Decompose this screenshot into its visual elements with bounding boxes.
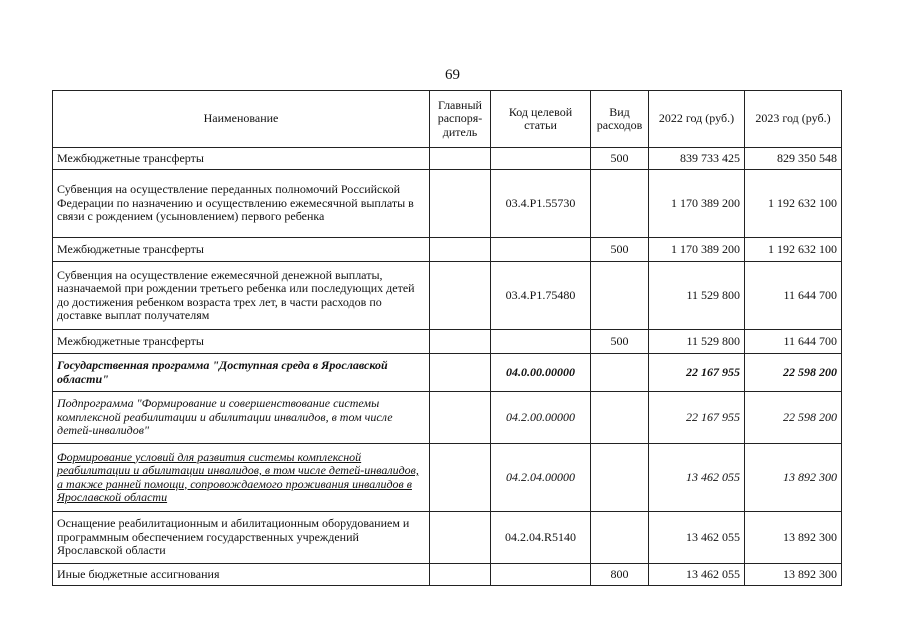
row-name: Иные бюджетные ассигнования [53, 564, 430, 586]
table-row [53, 262, 842, 330]
row-main-manager [430, 354, 491, 392]
row-year-2023: 13 892 300 [745, 512, 842, 564]
row-expense-type [591, 444, 649, 512]
row-name: Межбюджетные трансферты [53, 330, 430, 354]
table-row [53, 564, 842, 586]
row-year-2023: 22 598 200 [745, 354, 842, 392]
row-name: Межбюджетные трансферты [53, 238, 430, 262]
header-main-manager: Главный распоря-дитель [430, 91, 491, 148]
row-year-2023: 11 644 700 [745, 330, 842, 354]
row-year-2022: 11 529 800 [649, 262, 745, 330]
row-main-manager [430, 564, 491, 586]
header-expense-type: Вид расходов [591, 91, 649, 148]
row-target-code [491, 148, 591, 170]
table-row [53, 148, 842, 170]
row-main-manager [430, 444, 491, 512]
header-target-code: Код целевой статьи [491, 91, 591, 148]
row-main-manager [430, 170, 491, 238]
row-expense-type [591, 262, 649, 330]
row-expense-type: 500 [591, 330, 649, 354]
row-year-2022: 13 462 055 [649, 512, 745, 564]
row-expense-type [591, 512, 649, 564]
row-year-2023: 1 192 632 100 [745, 170, 842, 238]
row-name-text: Формирование условий для развития системы комплексной реабилитации и абилитации инвалидов, в том числе детей-инвалидов, а также ранней помощи, сопровождаемого проживания инвалидов в Ярославской области [57, 449, 419, 504]
row-year-2022: 22 167 955 [649, 392, 745, 444]
row-year-2022: 22 167 955 [649, 354, 745, 392]
row-year-2023: 1 192 632 100 [745, 238, 842, 262]
row-year-2023: 829 350 548 [745, 148, 842, 170]
table-row-activity [53, 444, 842, 512]
row-target-code: 04.2.00.00000 [491, 392, 591, 444]
table-header-row [53, 91, 842, 148]
row-name: Государственная программа "Доступная среда в Ярославской области" [53, 354, 430, 392]
row-main-manager [430, 262, 491, 330]
row-year-2022: 11 529 800 [649, 330, 745, 354]
table-row-program [53, 354, 842, 392]
row-target-code [491, 330, 591, 354]
header-name: Наименование [53, 91, 430, 148]
row-name: Подпрограмма "Формирование и совершенствование системы комплексной реабилитации и абилитации инвалидов, в том числе детей-инвалидов" [53, 392, 430, 444]
row-year-2022: 13 462 055 [649, 444, 745, 512]
row-year-2022: 13 462 055 [649, 564, 745, 586]
row-name: Субвенция на осуществление переданных полномочий Российской Федерации по назначению и осуществлению ежемесячной выплаты в связи с рождением (усыновлением) первого ребенка [53, 170, 430, 238]
row-target-code: 04.2.04.R5140 [491, 512, 591, 564]
row-year-2022: 839 733 425 [649, 148, 745, 170]
row-expense-type: 500 [591, 148, 649, 170]
row-main-manager [430, 392, 491, 444]
row-main-manager [430, 148, 491, 170]
row-target-code [491, 238, 591, 262]
table-row [53, 330, 842, 354]
table-row [53, 512, 842, 564]
row-target-code: 03.4.P1.75480 [491, 262, 591, 330]
row-target-code [491, 564, 591, 586]
table-row [53, 238, 842, 262]
row-year-2023: 11 644 700 [745, 262, 842, 330]
row-main-manager [430, 330, 491, 354]
row-expense-type [591, 392, 649, 444]
budget-table [52, 90, 842, 586]
header-year-2022: 2022 год (руб.) [649, 91, 745, 148]
row-year-2023: 22 598 200 [745, 392, 842, 444]
row-year-2023: 13 892 300 [745, 564, 842, 586]
row-year-2023: 13 892 300 [745, 444, 842, 512]
row-name: Межбюджетные трансферты [53, 148, 430, 170]
row-expense-type: 500 [591, 238, 649, 262]
row-expense-type [591, 170, 649, 238]
table-row [53, 170, 842, 238]
table-row-subprogram [53, 392, 842, 444]
row-year-2022: 1 170 389 200 [649, 238, 745, 262]
row-main-manager [430, 512, 491, 564]
row-name [53, 444, 430, 512]
row-main-manager [430, 238, 491, 262]
row-target-code: 04.0.00.00000 [491, 354, 591, 392]
row-target-code: 03.4.P1.55730 [491, 170, 591, 238]
row-expense-type [591, 354, 649, 392]
row-name: Оснащение реабилитационным и абилитационным оборудованием и программным обеспечением государственных учреждений Ярославской области [53, 512, 430, 564]
row-target-code: 04.2.04.00000 [491, 444, 591, 512]
row-year-2022: 1 170 389 200 [649, 170, 745, 238]
row-name: Субвенция на осуществление ежемесячной денежной выплаты, назначаемой при рождении третьего ребенка или последующих детей до достижения ребенком возраста трех лет, в части расходов по доставке выплат получателям [53, 262, 430, 330]
row-expense-type: 800 [591, 564, 649, 586]
page-number: 69 [445, 67, 460, 83]
header-year-2023: 2023 год (руб.) [745, 91, 842, 148]
